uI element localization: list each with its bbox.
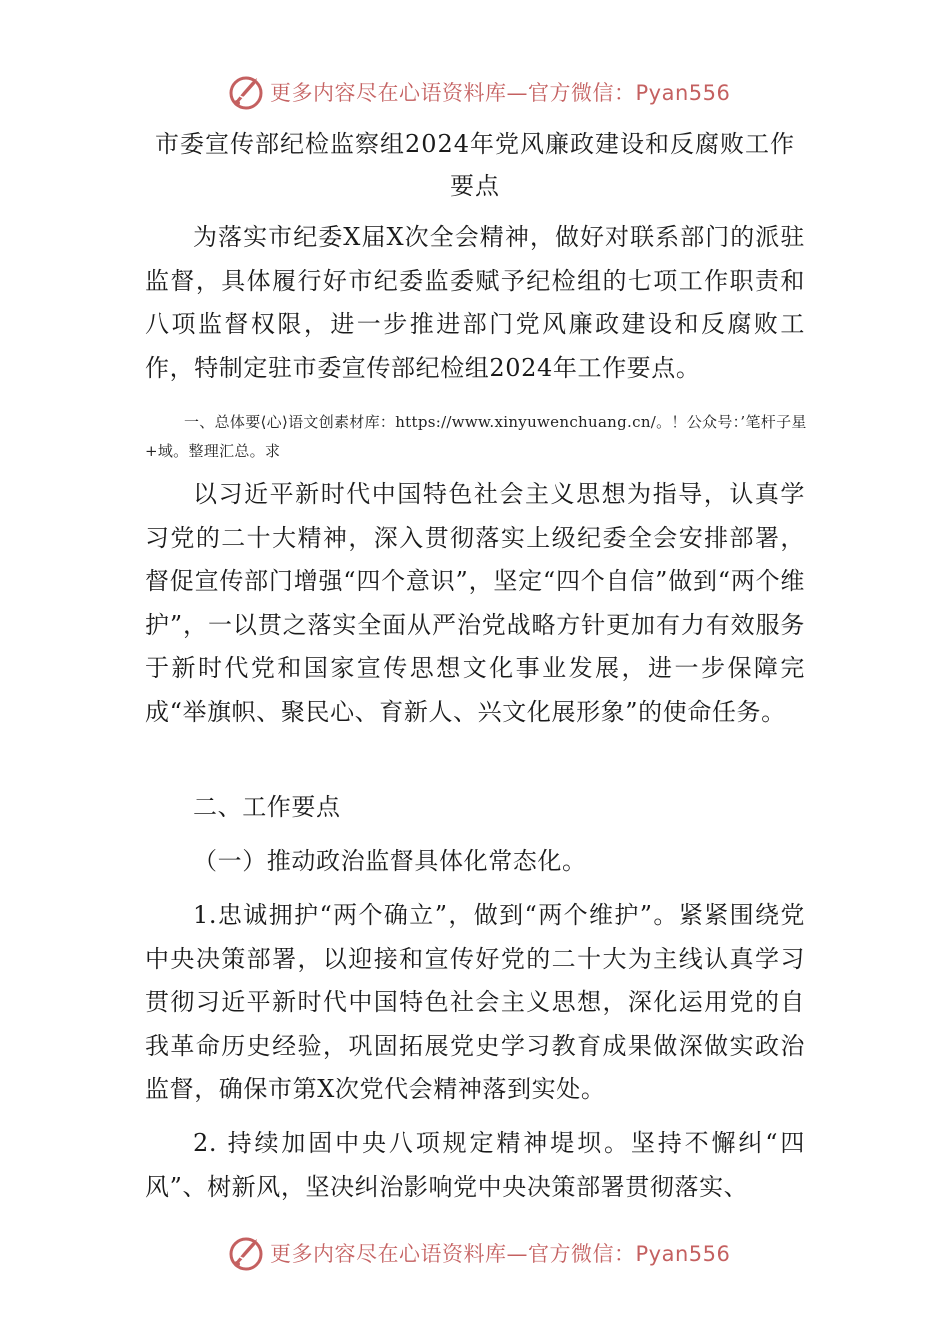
document-title-line2: 要点 <box>450 172 500 200</box>
brush-logo-icon <box>226 72 266 112</box>
section2-heading: 二、工作要点 <box>193 793 341 821</box>
section1-body: 以习近平新时代中国特色社会主义思想为指导，认真学习党的二十大精神，深入贯彻落实上级纪委全会安排部署，督促宣传部门增强“四个意识”，坚定“四个自信”做到“两个维护”，一以贯之落实全面从严治党战略方针更加有力有效服务于新时代党和国家宣传思想文化事业发展，进一步保障完成“举旗帜、聚民心、育新人、兴文化展形象”的使命任务。 <box>145 480 805 726</box>
section1-heading-note: 一、总体要⟨心⟩语文创素材库：https://www.xinyuwenchuang.cn/。！公众号：’笔杆子星+域。整理汇总。求 <box>145 413 807 460</box>
subsection1-heading: （一）推动政治监督具体化常态化。 <box>193 847 587 875</box>
item2-paragraph: 2. 持续加固中央八项规定精神堤坝。坚持不懈纠“四风”、树新风，坚决纠治影响党中央决策部署贯彻落实、 <box>145 1129 805 1201</box>
watermark-banner-top <box>226 72 730 112</box>
watermark-text: 更多内容尽在心语资料库—官方微信：Pyan556 <box>270 81 731 105</box>
watermark-text: 更多内容尽在心语资料库—官方微信：Pyan556 <box>270 1242 731 1266</box>
brush-logo-icon <box>226 1233 266 1273</box>
document-title-line1: 市委宣传部纪检监察组2024年党风廉政建设和反腐败工作 <box>154 130 796 158</box>
item1-paragraph: 1.忠诚拥护“两个确立”，做到“两个维护”。紧紧围绕党中央决策部署，以迎接和宣传好党的二十大为主线认真学习贯彻习近平新时代中国特色社会主义思想，深化运用党的自我革命历史经验，巩固拓展党史学习教育成果做深做实政治监督，确保市第X次党代会精神落到实处。 <box>145 901 805 1103</box>
watermark-banner-bottom <box>226 1233 730 1273</box>
intro-paragraph: 为落实市纪委X届X次全会精神，做好对联系部门的派驻监督，具体履行好市纪委监委赋予纪检组的七项工作职责和八项监督权限，进一步推进部门党风廉政建设和反腐败工作，特制定驻市委宣传部纪检组2024年工作要点。 <box>145 223 805 382</box>
